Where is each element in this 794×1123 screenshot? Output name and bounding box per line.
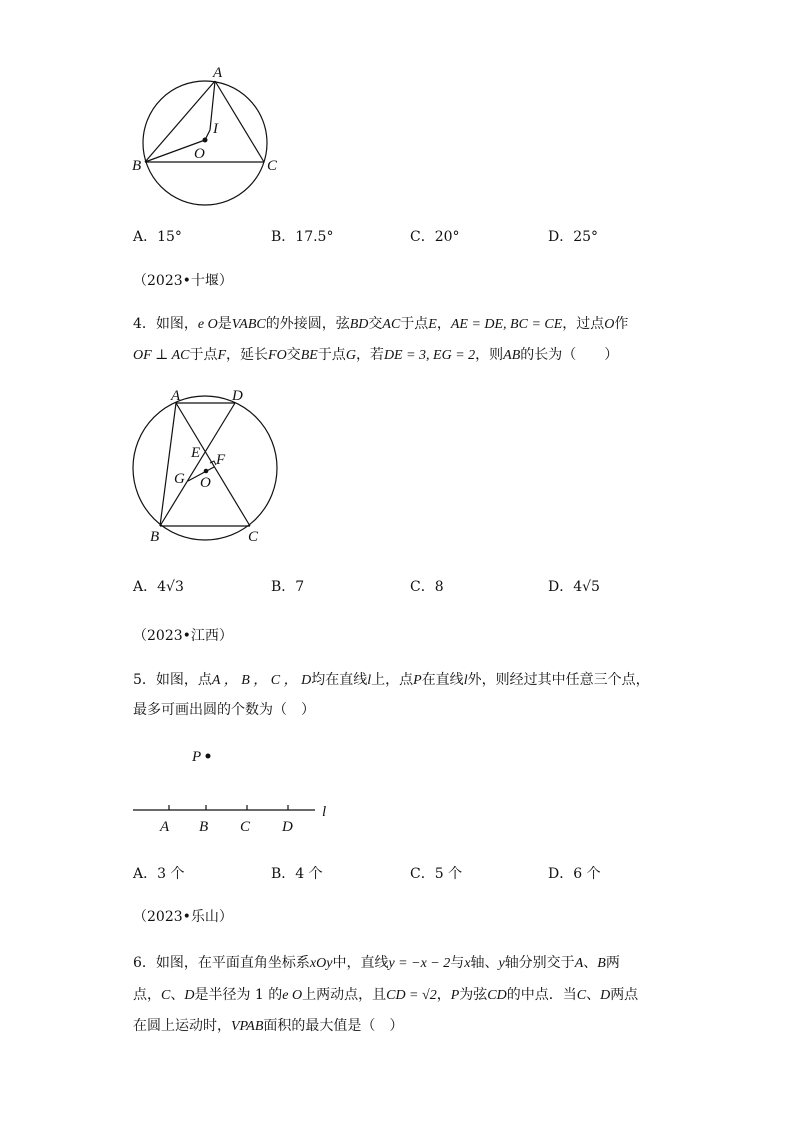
q4-var: FO	[268, 348, 287, 363]
q4-var: AB	[503, 348, 521, 363]
q6-text: 上两动点，且	[302, 987, 387, 1003]
q5-text: 外，则经过其中任意三个点，	[467, 672, 650, 688]
q6-text: 中，直线	[332, 955, 389, 971]
q5-label-P: P	[192, 749, 202, 765]
q4-text: ，若	[355, 347, 384, 363]
q4-var: AC	[382, 317, 401, 332]
q6-text: 、	[586, 987, 601, 1003]
q4-label-E: E	[191, 445, 201, 461]
q5-number: 5．如图，点	[133, 672, 212, 688]
q3-option-a[interactable]: A．15°	[133, 229, 182, 245]
q4-var: BD	[349, 317, 369, 332]
q6-var: P	[450, 988, 460, 1003]
q6-equation: y = −x − 2	[388, 956, 451, 971]
q5-figure	[125, 740, 345, 840]
q6-text: 是半径为 1 的	[194, 987, 283, 1003]
q6-text: 、	[583, 955, 598, 971]
q6-text: 轴、	[470, 955, 499, 971]
q5-option-a[interactable]: A．3 个	[133, 866, 185, 882]
q5-label-A: A	[160, 819, 170, 835]
q4-label-G: G	[174, 471, 185, 487]
q6-text: 轴分别交于	[504, 955, 575, 971]
q4-var: E	[428, 317, 437, 332]
q3-segment-AC	[215, 81, 264, 162]
q4-label-C: C	[248, 529, 259, 545]
q4-source: （2023•十堰）	[133, 273, 233, 289]
q6-stem-line2	[133, 985, 638, 1006]
q4-text: 交	[368, 316, 383, 332]
q6-var: C	[161, 988, 171, 1003]
q4-given: DE = 3, EG = 2	[383, 348, 476, 363]
q4-option-c[interactable]: C．8	[410, 579, 444, 595]
q4-condition: AE = DE, BC = CE	[450, 317, 563, 332]
q5-option-d[interactable]: D．6 个	[548, 866, 601, 882]
q5-text: 在直线	[421, 672, 464, 688]
q6-stem-line1	[133, 953, 620, 974]
q4-var: F	[217, 348, 227, 363]
q6-condition: CD = √2	[386, 988, 437, 1003]
q5-var: P	[413, 673, 422, 688]
q6-var: y	[498, 956, 505, 971]
q6-var: D	[600, 988, 611, 1003]
q4-stem-line2	[133, 345, 618, 366]
q5-label-C: C	[240, 819, 251, 835]
q5-stem-line2: 最多可画出圆的个数为（ ）	[133, 702, 315, 718]
q4-var: O	[604, 317, 615, 332]
q3-option-b[interactable]: B．17.5°	[271, 229, 334, 245]
q4-text: 交	[286, 347, 301, 363]
q4-figure	[120, 383, 290, 548]
q4-text: 于点	[189, 347, 218, 363]
q3-point-O	[203, 138, 208, 143]
q6-circle-symbol: e O	[282, 988, 303, 1003]
q6-var: B	[597, 956, 606, 971]
q5-var: l	[463, 673, 468, 688]
q4-circumcircle	[133, 396, 277, 540]
q4-text: ，过点	[562, 316, 605, 332]
q6-text: 两点	[610, 987, 639, 1003]
q6-text: 在圆上运动时，	[133, 1018, 231, 1034]
q5-var: l	[367, 673, 372, 688]
q5-text: 上，点	[371, 672, 414, 688]
q4-text: 的外接圆，弦	[265, 316, 350, 332]
q4-number: 4．如图，	[133, 316, 198, 332]
q6-var: A	[574, 956, 584, 971]
q6-var: D	[184, 988, 195, 1003]
q5-points: A ， B ， C ， D	[211, 673, 312, 688]
q5-source: （2023•江西）	[133, 628, 233, 644]
q6-text: 为弦	[459, 987, 488, 1003]
q5-option-c[interactable]: C．5 个	[410, 866, 463, 882]
q4-text: 于点	[317, 347, 346, 363]
q4-triangle: VABC	[231, 317, 266, 332]
q4-label-O: O	[200, 475, 211, 491]
q4-text: 作	[614, 316, 629, 332]
q4-stem-line1	[133, 314, 628, 335]
q6-source: （2023•乐山）	[133, 909, 233, 925]
q3-label-O: O	[194, 146, 205, 162]
q4-option-a[interactable]: A．4√3	[133, 579, 184, 595]
q6-var: C	[576, 988, 587, 1003]
q3-label-C: C	[267, 158, 278, 174]
q6-var: x	[464, 956, 471, 971]
q4-var: BE	[300, 348, 318, 363]
q5-label-l: l	[322, 804, 327, 820]
q4-text: ，延长	[226, 347, 269, 363]
q4-segment-AC	[176, 403, 250, 526]
q6-text: 的中点．当	[506, 987, 577, 1003]
q6-var: CD	[487, 988, 507, 1003]
q5-label-D: D	[282, 819, 293, 835]
q4-label-D: D	[232, 388, 243, 404]
q6-text: 与	[450, 955, 465, 971]
q5-text: 均在直线	[311, 672, 368, 688]
q3-label-I: I	[213, 121, 218, 137]
q6-number: 6．如图，在平面直角坐标系	[133, 955, 310, 971]
q6-text: 两	[605, 955, 620, 971]
q4-perp: OF ⊥ AC	[133, 348, 190, 363]
q5-point-P	[206, 754, 211, 759]
q6-text: 面积的最大值是（ ）	[263, 1018, 404, 1034]
q6-triangle: VPAB	[231, 1019, 264, 1034]
q3-label-B: B	[132, 158, 142, 174]
q6-text: 点，	[133, 987, 161, 1003]
q3-option-d[interactable]: D．25°	[548, 229, 599, 245]
q5-option-b[interactable]: B．4 个	[271, 866, 323, 882]
q6-stem-line3	[133, 1016, 403, 1037]
q4-label-F: F	[216, 452, 226, 468]
q4-option-b[interactable]: B．7	[271, 579, 305, 595]
q4-circle-symbol: e O	[197, 317, 218, 332]
q4-text: 于点	[400, 316, 429, 332]
q3-option-c[interactable]: C．20°	[410, 229, 460, 245]
q4-segment-AB	[160, 403, 176, 526]
q4-var: G	[345, 348, 356, 363]
q6-var: xOy	[309, 956, 333, 971]
q4-label-B: B	[150, 529, 160, 545]
q4-text: 是	[217, 316, 232, 332]
q3-figure	[125, 60, 295, 210]
q5-stem-line1	[133, 670, 650, 691]
q4-text: ，	[436, 316, 451, 332]
q4-text: ，则	[475, 347, 504, 363]
q6-text: ，	[436, 987, 451, 1003]
q6-text: 、	[170, 987, 185, 1003]
q4-text: 的长为（ ）	[520, 347, 619, 363]
q5-label-B: B	[199, 819, 209, 835]
q4-label-A: A	[171, 388, 181, 404]
q4-option-d[interactable]: D．4√5	[548, 579, 600, 595]
q3-label-A: A	[213, 65, 223, 81]
q4-point-O	[204, 469, 209, 474]
